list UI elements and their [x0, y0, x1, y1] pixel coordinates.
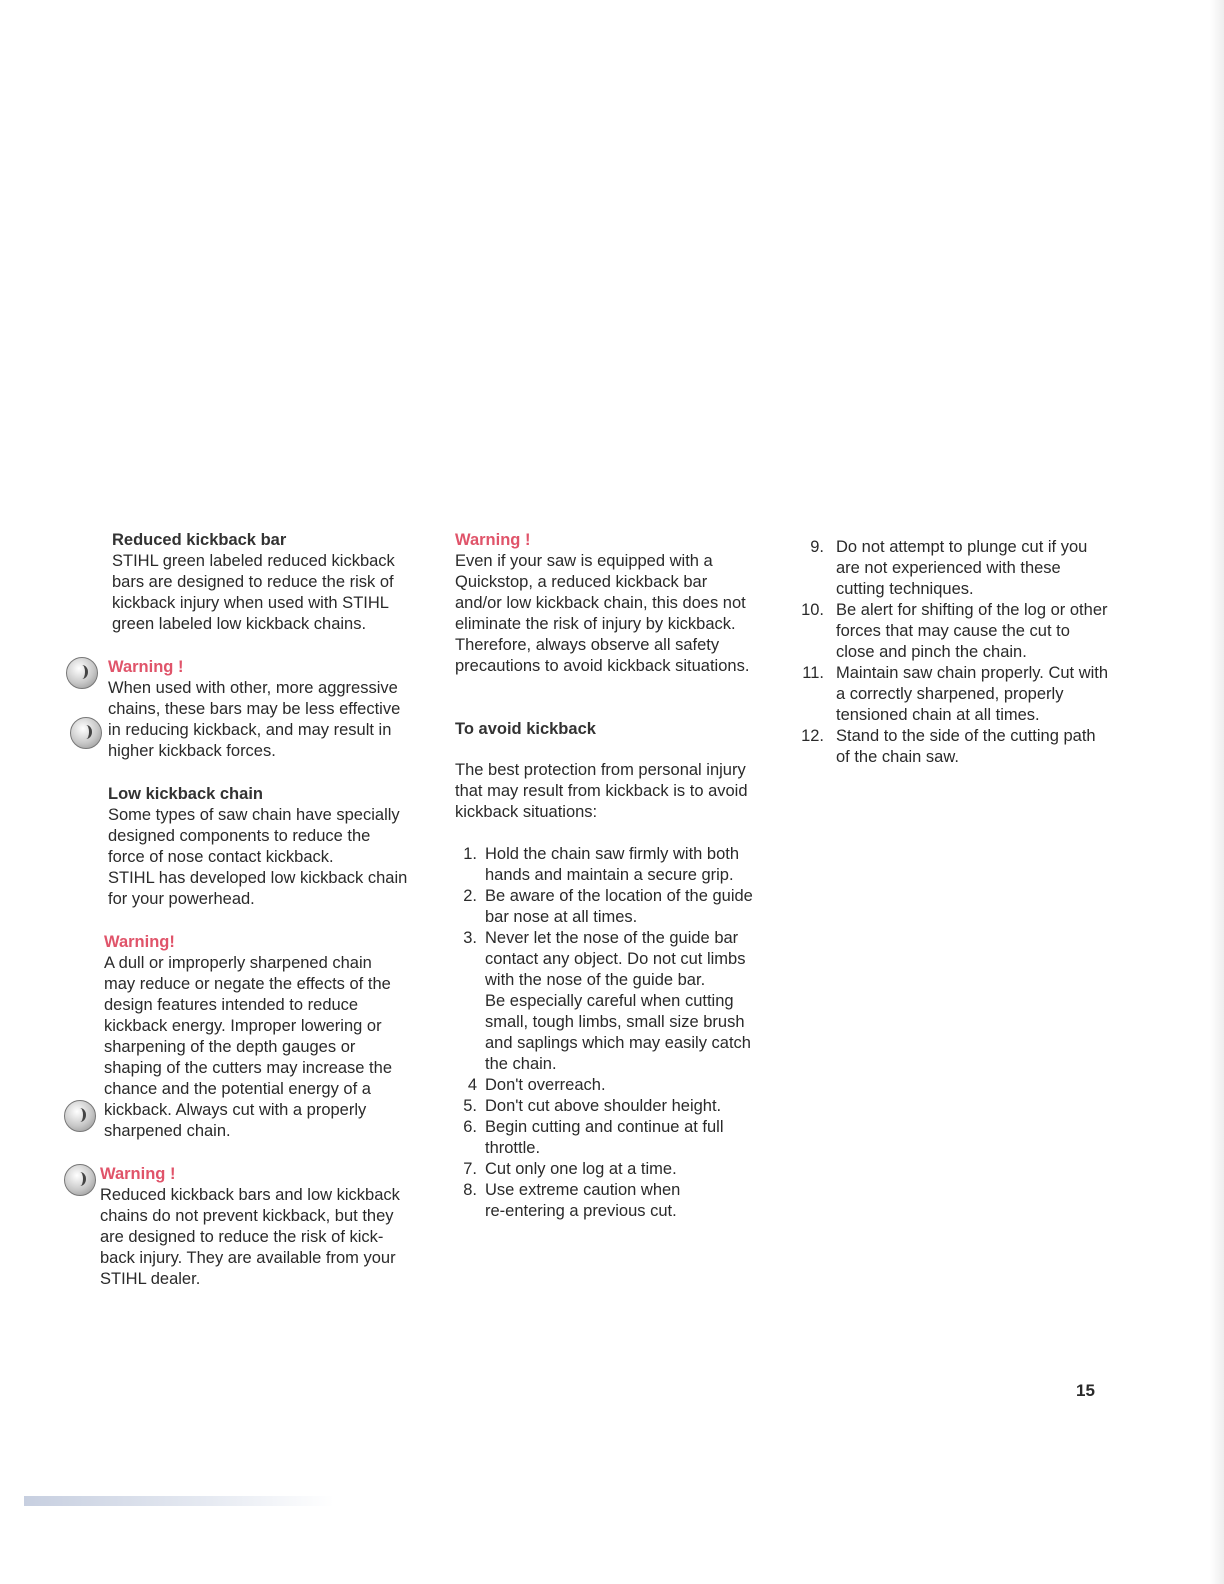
warning-label: Warning ! [455, 531, 531, 549]
body-line: small, tough limbs, small size brush [485, 1013, 745, 1031]
body-line: Don't cut above shoulder height. [485, 1097, 722, 1115]
warning-label: Warning ! [108, 658, 184, 676]
scan-artifact [24, 1496, 334, 1506]
reduced-kickback-bar-section [100, 530, 420, 635]
list-number: 5. [463, 1097, 477, 1115]
body-line: bar nose at all times. [485, 908, 638, 926]
list-item [455, 1159, 770, 1180]
column-right [800, 537, 1120, 768]
list-number: 3. [463, 929, 477, 947]
body-line: close and pinch the chain. [836, 643, 1027, 661]
warning-dull-chain [100, 932, 420, 1142]
body-line: throttle. [485, 1139, 541, 1157]
body-line: Stand to the side of the cutting path [836, 727, 1096, 745]
body-line: Maintain saw chain properly. Cut with [836, 664, 1109, 682]
page-number: 15 [1076, 1381, 1095, 1400]
body-line: contact any object. Do not cut limbs [485, 950, 746, 968]
body-line: green labeled low kickback chains. [112, 615, 367, 633]
page-edge-shadow [1210, 0, 1224, 1584]
list-item [800, 537, 1120, 600]
body-line: chains, these bars may be less effective [108, 700, 401, 718]
body-line: are designed to reduce the risk of kick- [100, 1228, 384, 1246]
body-line: chains do not prevent kickback, but they [100, 1207, 394, 1225]
body-line: kickback injury when used with STIHL [112, 594, 389, 612]
avoid-kickback-list-continued [800, 537, 1120, 768]
avoid-kickback-heading-block [455, 719, 770, 740]
body-line: forces that may cause the cut to [836, 622, 1070, 640]
body-line: sharpening of the depth gauges or [104, 1038, 356, 1056]
body-line: force of nose contact kickback. [108, 848, 334, 866]
list-number: 8. [463, 1181, 477, 1199]
warning-aggressive-chains [100, 657, 420, 762]
body-line: eliminate the risk of injury by kickback. [455, 615, 736, 633]
body-line: Quickstop, a reduced kickback bar [455, 573, 708, 591]
body-line: cutting techniques. [836, 580, 974, 598]
low-kickback-chain-heading: Low kickback chain [108, 785, 263, 803]
body-line: kickback. Always cut with a properly [104, 1101, 367, 1119]
low-kickback-chain-section [100, 784, 420, 910]
body-line: When used with other, more aggressive [108, 679, 398, 697]
warning-label: Warning! [104, 933, 175, 951]
list-number: 2. [463, 887, 477, 905]
body-line: Be especially careful when cutting [485, 992, 734, 1010]
body-line: higher kickback forces. [108, 742, 276, 760]
body-line: in reducing kickback, and may result in [108, 721, 392, 739]
list-item [455, 1096, 770, 1117]
warning-book-icon [70, 717, 102, 749]
body-line: of the chain saw. [836, 748, 959, 766]
avoid-kickback-intro [455, 760, 770, 823]
body-line: Therefore, always observe all safety [455, 636, 720, 654]
list-number: 7. [463, 1160, 477, 1178]
body-line: designed components to reduce the [108, 827, 371, 845]
warning-book-icon [64, 1100, 96, 1132]
list-item [455, 1075, 770, 1096]
avoid-kickback-heading: To avoid kickback [455, 720, 596, 738]
body-line: the chain. [485, 1055, 557, 1073]
warning-quickstop [455, 530, 770, 677]
body-line: kickback situations: [455, 803, 598, 821]
body-line: tensioned chain at all times. [836, 706, 1040, 724]
body-line: for your powerhead. [108, 890, 255, 908]
warning-label: Warning ! [100, 1165, 176, 1183]
body-line: and/or low kickback chain, this does not [455, 594, 746, 612]
body-line: precautions to avoid kickback situations. [455, 657, 750, 675]
body-line: A dull or improperly sharpened chain [104, 954, 372, 972]
body-line: The best protection from personal injury [455, 761, 746, 779]
body-line: Be alert for shifting of the log or other [836, 601, 1108, 619]
column-middle [455, 530, 770, 1222]
body-line: Begin cutting and continue at full [485, 1118, 724, 1136]
list-item [455, 1117, 770, 1159]
reduced-kickback-bar-heading: Reduced kickback bar [112, 531, 287, 549]
body-line: a correctly sharpened, properly [836, 685, 1064, 703]
list-item [800, 663, 1120, 726]
body-line: chance and the potential energy of a [104, 1080, 371, 1098]
body-line: Do not attempt to plunge cut if you [836, 538, 1088, 556]
warning-book-icon [64, 1164, 96, 1196]
body-line: back injury. They are available from your [100, 1249, 396, 1267]
body-line: STIHL has developed low kickback chain [108, 869, 408, 887]
body-line: Never let the nose of the guide bar [485, 929, 739, 947]
list-item [455, 886, 770, 928]
list-item [800, 726, 1120, 768]
list-number: 12. [801, 727, 824, 745]
list-number: 4 [467, 1076, 477, 1094]
body-line: are not experienced with these [836, 559, 1061, 577]
list-number: 9. [810, 538, 824, 556]
body-line: sharpened chain. [104, 1122, 231, 1140]
body-line: that may result from kickback is to avoid [455, 782, 748, 800]
body-line: STIHL green labeled reduced kickback [112, 552, 395, 570]
list-number: 6. [463, 1118, 477, 1136]
body-line: may reduce or negate the effects of the [104, 975, 391, 993]
warning-book-icon [66, 657, 98, 689]
body-line: kickback energy. Improper lowering or [104, 1017, 382, 1035]
body-line: hands and maintain a secure grip. [485, 866, 734, 884]
list-number: 10. [801, 601, 824, 619]
body-line: Be aware of the location of the guide [485, 887, 753, 905]
body-line: shaping of the cutters may increase the [104, 1059, 392, 1077]
body-line: Cut only one log at a time. [485, 1160, 677, 1178]
warning-do-not-prevent [100, 1164, 420, 1290]
avoid-kickback-list [455, 844, 770, 1222]
body-line: Even if your saw is equipped with a [455, 552, 713, 570]
body-line: STIHL dealer. [100, 1270, 201, 1288]
list-item [800, 600, 1120, 663]
list-number: 1. [463, 845, 477, 863]
list-item [455, 844, 770, 886]
list-number: 11. [802, 664, 824, 682]
list-item [455, 1180, 770, 1222]
body-line: and saplings which may easily catch [485, 1034, 751, 1052]
body-line: design features intended to reduce [104, 996, 359, 1014]
body-line: with the nose of the guide bar. [485, 971, 706, 989]
body-line: bars are designed to reduce the risk of [112, 573, 394, 591]
body-line: Some types of saw chain have specially [108, 806, 400, 824]
body-line: re-entering a previous cut. [485, 1202, 677, 1220]
body-line: Use extreme caution when [485, 1181, 681, 1199]
body-line: Hold the chain saw firmly with both [485, 845, 740, 863]
body-line: Don't overreach. [485, 1076, 606, 1094]
column-left [100, 530, 420, 1312]
body-line: Reduced kickback bars and low kickback [100, 1186, 400, 1204]
list-item [455, 928, 770, 1075]
